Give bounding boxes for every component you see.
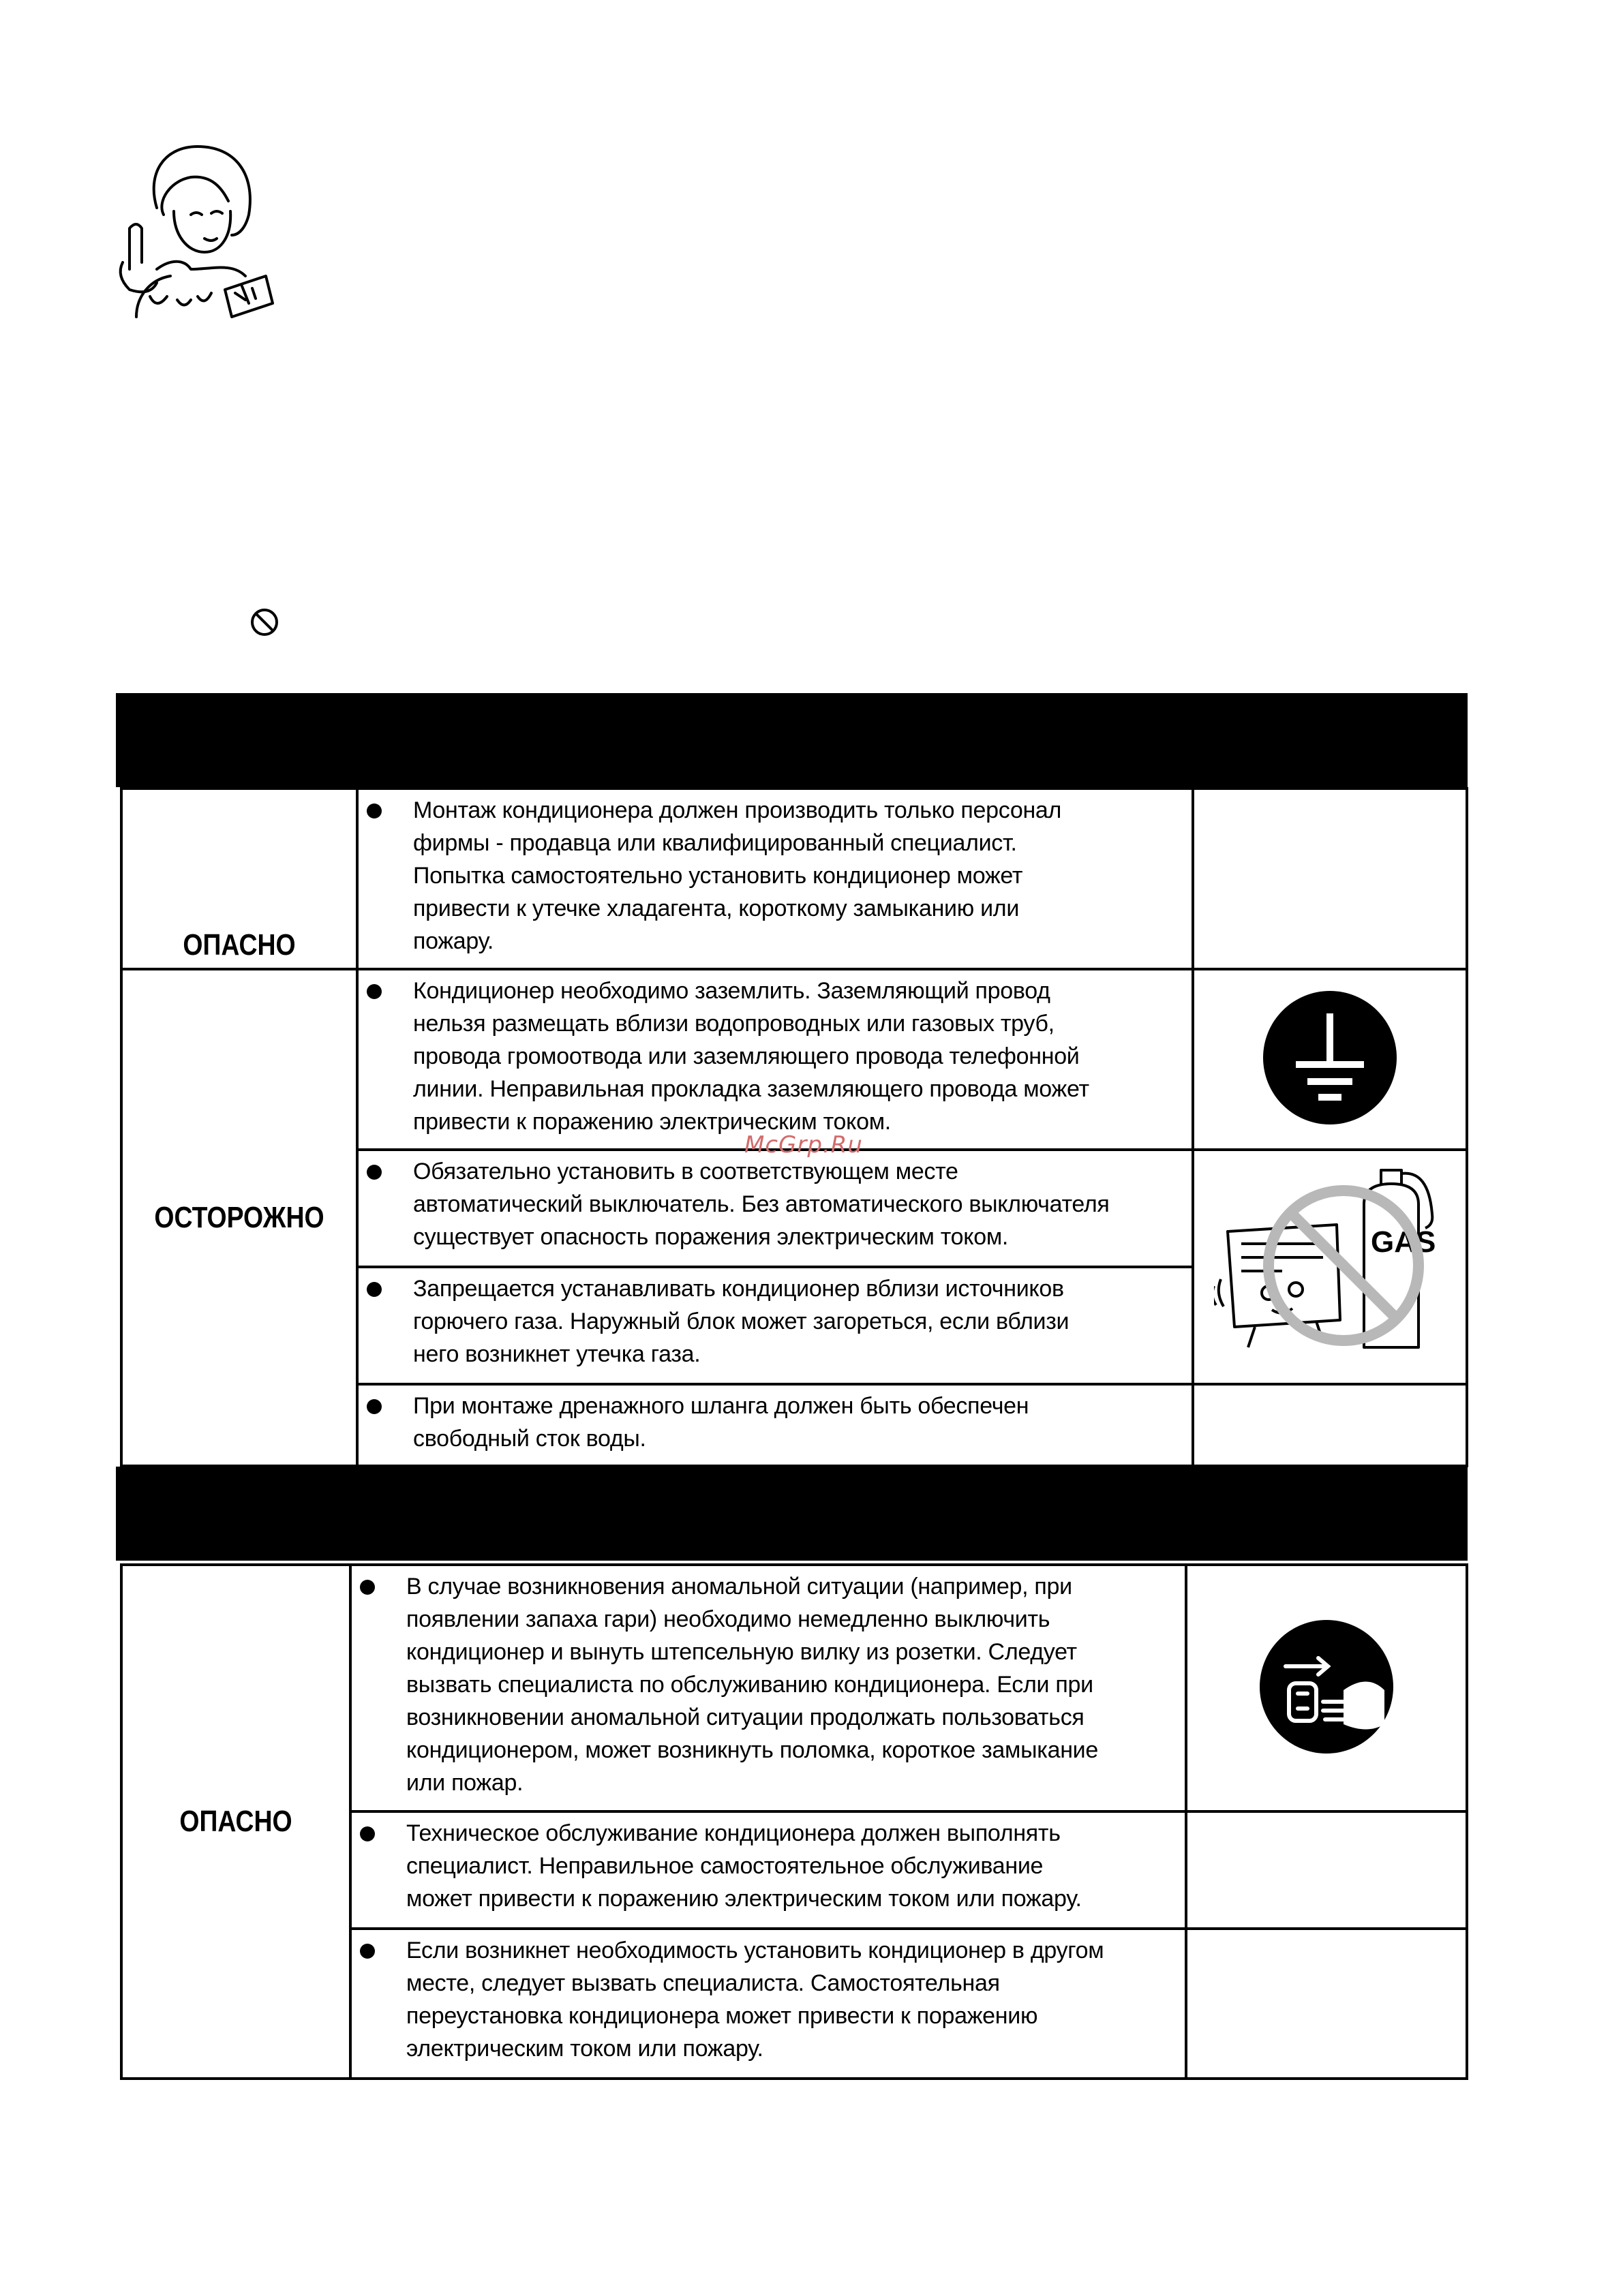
instruction-text: Обязательно установить в соответствующем месте автоматический выключатель. Без автоматического выключателя существует опасность поражения электрическим током.	[413, 1159, 1110, 1250]
icon-cell	[1186, 1929, 1467, 2079]
table-row	[121, 969, 1467, 1150]
instruction-text: Запрещается устанавливать кондиционер вблизи источников горючего газа. Наружный блок может загореться, если вблизи него возникнет утечка газа.	[413, 1276, 1070, 1367]
bullet-icon	[367, 1399, 382, 1414]
instruction-item	[350, 1811, 1186, 1929]
instruction-text: Если возникнет необходимость установить кондиционер в другом месте, следует вызвать специалиста. Самостоятельная переустановка кондиционера может привести к поражению электрическим током или пожару.	[406, 1938, 1104, 2062]
no-gas-icon	[1214, 1163, 1446, 1368]
icon-cell	[1193, 1150, 1467, 1384]
instruction-text: При монтаже дренажного шланга должен быть обеспечен свободный сток воды.	[413, 1393, 1029, 1452]
ground-icon	[1262, 990, 1398, 1126]
bullet-icon	[360, 1580, 375, 1595]
bullet-icon	[360, 1944, 375, 1959]
icon-cell	[1186, 1811, 1467, 1929]
bullet-icon	[367, 803, 382, 818]
bullet-icon	[360, 1826, 375, 1841]
bullet-icon	[367, 984, 382, 999]
instruction-item	[357, 789, 1193, 969]
instruction-text: В случае возникновения аномальной ситуации (например, при появлении запаха гари) необходимо немедленно выключить кондиционер и вынуть штепсельную вилку из розетки. Следует вызвать специалиста по обслуживанию кондиционера. Если при возникновении аномальной ситуации продолжать пользоваться кондиционером, может возникнуть поломка, короткое замыкание или пожар.	[406, 1574, 1098, 1796]
icon-cell	[1186, 1565, 1467, 1811]
danger-label-cell	[138, 1565, 333, 2079]
operation-safety-table	[120, 1563, 1468, 2080]
instruction-item	[357, 1384, 1193, 1466]
danger-label: ОПАСНО	[179, 1805, 292, 1838]
instruction-item	[357, 1267, 1193, 1384]
instruction-item	[357, 1150, 1193, 1267]
instruction-text: Техническое обслуживание кондиционера должен выполнять специалист. Неправильное самостоятельное обслуживание может привести к поражению электрическим током или пожару.	[406, 1820, 1082, 1912]
instruction-text: Монтаж кондиционера должен производить только персонал фирмы - продавца или квалифицированный специалист. Попытка самостоятельно установить кондиционер может привести к утечке хладагента, короткому замыканию или пожару.	[413, 797, 1062, 954]
danger-label-cell	[139, 789, 339, 969]
section2-header-bar	[116, 1467, 1468, 1561]
installation-safety-table	[120, 787, 1468, 1467]
danger-label: ОПАСНО	[183, 928, 296, 962]
bullet-icon	[367, 1282, 382, 1297]
prohibition-symbol-icon	[249, 607, 280, 638]
icon-cell	[1193, 789, 1467, 969]
icon-cell	[1193, 969, 1467, 1150]
instruction-item	[350, 1565, 1186, 1811]
instruction-item	[357, 969, 1193, 1150]
bullet-icon	[367, 1165, 382, 1180]
warning-label-cell	[139, 969, 339, 1466]
table-row	[121, 789, 1467, 969]
watermark: McGrp.Ru	[744, 1131, 863, 1159]
warning-label: ОСТОРОЖНО	[154, 1200, 324, 1234]
instruction-text: Кондиционер необходимо заземлить. Заземляющий провод нельзя размещать вблизи водопроводных или газовых труб, провода громоотвода или заземляющего провода телефонной линии. Неправильная прокладка заземляющего провода может привести к поражению электрическим током.	[413, 978, 1089, 1135]
instruction-item	[350, 1929, 1186, 2079]
mascot-illustration	[109, 133, 279, 324]
gas-label: GAS	[1371, 1225, 1436, 1259]
icon-cell	[1193, 1384, 1467, 1466]
table-row	[121, 1565, 1467, 1811]
section1-header-bar	[116, 693, 1468, 787]
unplug-icon	[1258, 1619, 1395, 1755]
